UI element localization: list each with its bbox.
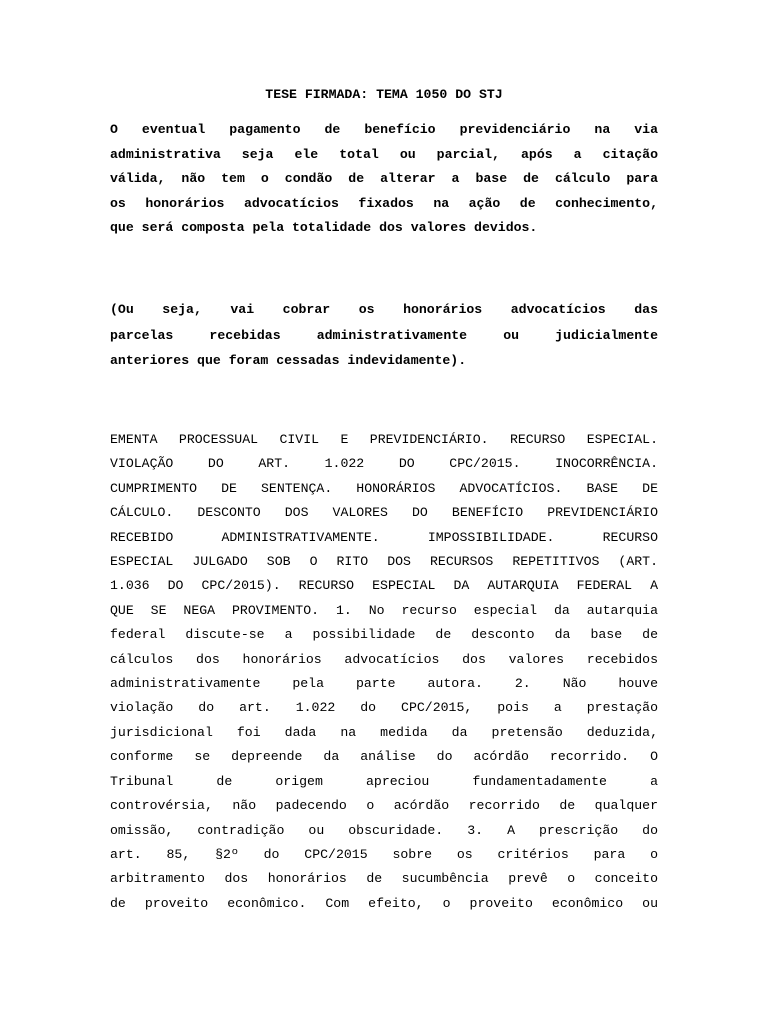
ementa-line: ESPECIAL JULGADO SOB O RITO DOS RECURSOS REPETITIVOS (ART. — [110, 554, 658, 570]
ementa-line: 1.036 DO CPC/2015). RECURSO ESPECIAL DA AUTARQUIA FEDERAL A — [110, 578, 658, 594]
document-title: TESE FIRMADA: TEMA 1050 DO STJ — [265, 87, 503, 102]
thesis-line: os honorários advocatícios fixados na ação de conhecimento, — [110, 195, 658, 211]
ementa-line: jurisdicional foi dada na medida da pretensão deduzida, — [110, 724, 658, 740]
ementa-line: administrativamente pela parte autora. 2. Não houve — [110, 676, 658, 692]
ementa-paragraph — [110, 428, 658, 916]
ementa-line: EMENTA PROCESSUAL CIVIL E PREVIDENCIÁRIO. RECURSO ESPECIAL. — [110, 432, 658, 447]
ementa-line: cálculos dos honorários advocatícios dos valores recebidos — [110, 651, 658, 667]
thesis-line: que será composta pela totalidade dos valores devidos. — [110, 220, 538, 236]
ementa-line: federal discute-se a possibilidade de desconto da base de — [110, 627, 658, 643]
ementa-line: controvérsia, não padecendo o acórdão recorrido de qualquer — [110, 798, 658, 814]
thesis-paragraph — [110, 118, 658, 241]
ementa-line: CUMPRIMENTO DE SENTENÇA. HONORÁRIOS ADVOCATÍCIOS. BASE DE — [110, 480, 658, 496]
ementa-line: conforme se depreende da análise do acórdão recorrido. O — [110, 749, 658, 765]
note-line: (Ou seja, vai cobrar os honorários advocatícios das — [110, 302, 658, 317]
thesis-line: administrativa seja ele total ou parcial, após a citação — [110, 146, 658, 162]
ementa-line: RECEBIDO ADMINISTRATIVAMENTE. IMPOSSIBILIDADE. RECURSO — [110, 529, 658, 545]
ementa-line: de proveito econômico. Com efeito, o proveito econômico ou — [110, 895, 658, 911]
ementa-line: Tribunal de origem apreciou fundamentadamente a — [110, 773, 658, 789]
ementa-line: QUE SE NEGA PROVIMENTO. 1. No recurso especial da autarquia — [110, 602, 658, 618]
note-paragraph — [110, 297, 658, 374]
ementa-line: violação do art. 1.022 do CPC/2015, pois a prestação — [110, 700, 658, 716]
thesis-line: válida, não tem o condão de alterar a base de cálculo para — [110, 171, 658, 187]
ementa-line: art. 85, §2º do CPC/2015 sobre os critérios para o — [110, 846, 658, 862]
note-line: parcelas recebidas administrativamente ou judicialmente — [110, 327, 658, 343]
ementa-line: arbitramento dos honorários de sucumbência prevê o conceito — [110, 871, 658, 887]
ementa-line: CÁLCULO. DESCONTO DOS VALORES DO BENEFÍCIO PREVIDENCIÁRIO — [110, 505, 658, 521]
ementa-line: omissão, contradição ou obscuridade. 3. A prescrição do — [110, 822, 658, 838]
ementa-line: VIOLAÇÃO DO ART. 1.022 DO CPC/2015. INOCORRÊNCIA. — [110, 456, 658, 472]
thesis-line: O eventual pagamento de benefício previdenciário na via — [110, 122, 658, 137]
note-line: anteriores que foram cessadas indevidamente). — [110, 353, 467, 368]
